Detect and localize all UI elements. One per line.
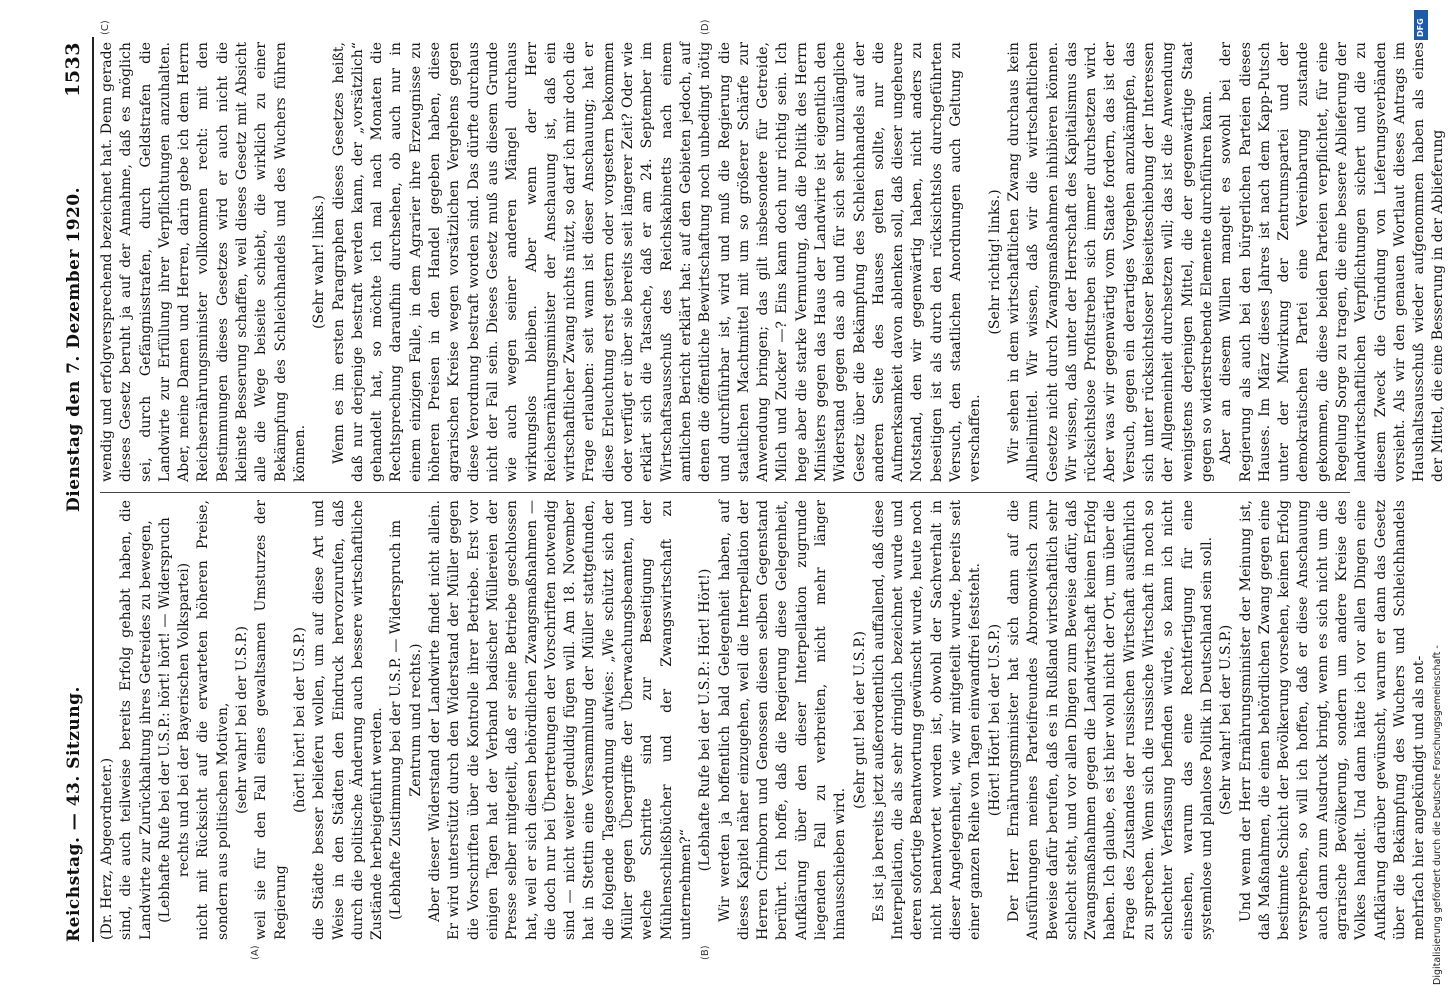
paragraph: wendig und erfolgversprechend bezeichnet hat. Denn gerade dieses Gesetz beruht ja auf der Annahme, daß es möglich sei, durch Gefängnisstrafen, durch Geldstrafen die Landwirte zur Erfüllung ihrer Verpflichtungen anzuhalten. Aber, meine Damen und Herren, darin gebe ich dem Herrn Reichsernährungsminister vollkommen recht: mit den Bestimmungen dieses Gesetzes wird er auch nicht die kleinste Besserung schaffen, weil dieses Gesetz mit Absicht alle die Wege beiseite schiebt, die wirklich zu einer Bekämpfung des Schleichhandels und des Wuchers führen können. [99,42,308,482]
margin-marker-d: (D) [700,19,711,35]
paragraph: Es ist ja bereits jetzt außerordentlich auffallend, daß diese Interpellation, die als sehr dringlich bezeichnet wurde und deren sofortige Beantwortung gewünscht wurde, heute noch nicht beantwortet worden ist, obwohl der Sachverhalt in dieser Angelegenheit, wie wir mitgeteilt wurde, bereits seit einer ganzen Reihe von Tagen einwandfrei feststeht. [870,500,984,940]
paragraph: die Städte besser belieferu wollen, um auf diese Art und Weise in den Städten den Eindruck hervorzurufen, daß durch die politische Änderung auch bessere wirtschaftliche Zustände herbeigeführt werden. [311,500,386,940]
header-date: Dienstag den 7. Dezember 1920. [64,186,84,512]
page-number: 1533 [62,42,84,97]
column-divider [100,492,1350,493]
interjection: (sehr wahr! bei der U.S.P.) [234,625,251,815]
paragraph: Wir werden ja hoffentlich bald Gelegenheit haben, auf dieses Kapitel näher einzugehen, weil die Interpellation der Herren Crimborn und Genossen diesen selben Gegenstand berührt. Ich hoffe, daß die Regierung diese Gelegenheit, Aufklärung über den dieser Interpellation zugrunde liegenden Fall zu verbreiten, nicht mehr länger hinausschieben wird. [716,500,849,940]
paragraph: Wir sehen in dem wirtschaftlichen Zwang durchaus kein Allheilmittel. Wir wissen, daß wir die wirtschaftlichen Gesetze nicht durch Zwangsmaßnahmen inhibieren können. Wir wissen, daß unter der Herrschaft des Kapitalismus das rücksichtslose Profitstreben sich immer durchsetzen wird. Aber was wir gegenwärtig vom Staate fordern, das ist der Versuch, gegen ein derartiges Vorgehen anzukämpfen, das sich unter rücksichtsloser Beiseiteschiebung der Interessen der Allgemeinheit durchsetzen will; das ist die Anwendung wenigstens derjenigen Mittel, die der gegenwärtige Staat gegen so widerstrebende Elemente durchführen kann. [1005,42,1215,482]
paragraph: Aber dieser Widerstand der Landwirte findet nicht allein. Er wird unterstützt durch den Widerstand der Müller gegen die Vorschriften über die Kontrolle ihrer Betriebe. Erst vor einigen Tagen hat der Verband badischer Müllereien der Presse selber mitgeteilt, daß er seine Betriebe geschlossen hat, weil er sich diesen behördlichen Zwangsmaßnahmen — die doch nur bei Übertretungen der Vorschriften notwendig sind — nicht weiter geduldig fügen will. Am 18. November hat in Stettin eine Versammlung der Müller stattgefunden, die folgende Tagesordnung aufwies: „Wie schützt sich der Müller gegen Übergriffe der Überwachungsbeamten, und welche Schritte sind zur Beseitigung der Mühlenschließbücher und der Zwangswirtschaft zu unternehmen?“ [427,500,694,940]
right-column [98,42,1447,482]
interjection: (Hört! Hört! bei der U.S.P.) [986,623,1003,817]
page-header [62,42,90,942]
interjection: (hört! hört! bei der U.S.P.) [291,627,308,813]
funding-note: Digitalisierung gefördert durch die Deutsche Forschungsgemeinschaft - [1432,645,1443,985]
paragraph: Und wenn der Herr Ernährungsminister der Meinung ist, daß Maßnahmen, die einen behördlichen Zwang gegen eine bestimmte Schicht der Bevölkerung vorsehen, keinen Erfolg versprechen, so will ich hoffen, daß er diese Anschauung auch dann zum Ausdruck bringt, wenn es sich nicht um die agrarische Bevölkerung, sondern um andere Kreise des Volkes handelt. Und dann hätte ich vor allen Dingen eine Aufklärung darüber gewünscht, warum er dann das Gesetz über die Bekämpfung des Wuchers und Schleichhandels mehrfach hier angekündigt und als not- [1237,500,1428,940]
interjection: (Sehr richtig! links.) [986,189,1003,335]
paragraph: Der Herr Ernährungsminister hat sich dann auf die Ausführungen meines Parteifreundes Abromowitsch zum Beweise dafür berufen, daß es in Rußland wirtschaftlich sehr schlecht steht, und vor allen Dingen zum Beweise dafür, daß Zwangsmaßnahmen gegen die Landwirtschaft keinen Erfolg haben. Ich glaube, es ist hier wohl nicht der Ort, um über die Frage des Zustandes der russischen Wirtschaft ausführlich zu sprechen. Wenn sich die russische Wirtschaft in noch so schlechter Verfassung befinden würde, so kann ich nicht einsehen, warum das eine Rechtfertigung für eine systemlose und planlose Politik in Deutschland sein soll. [1005,500,1215,940]
interjection: (Sehr wahr! links.) [311,194,328,330]
paragraph: weil sie für den Fall eines gewaltsamen Umsturzes der Regierung [253,500,289,940]
interjection: (Lebhafte Zustimmung bei der U.S.P. — Widerspruch im Zentrum und rechts.) [388,519,424,921]
interjection: (Sehr gut! bei der U.S.P.) [851,631,868,809]
interjection: (Sehr wahr! bei der U.S.P.) [1218,624,1235,816]
paragraph: Aber an diesem Willen mangelt es sowohl bei der Regierung als auch bei den bürgerlichen Parteien dieses Hauses. Im März dieses Jahres ist nach dem Kapp-Putsch unter der Mitwirkung der Zentrumspartei und der demokratischen Partei eine Vereinbarung zustande gekommen, die diese beiden Parteien verpflichtet, für eine Regelung Sorge zu tragen, die eine bessere Ablieferung der landwirtschaftlichen Verpflichtungen sichert und die zu diesem Zweck die Gründung von Lieferungsverbänden vorsieht. Als wir den genauen Wortlaut dieses Antrags im Haushaltsausschuß wieder aufgenommen haben als eines der Mittel, die eine Besserung in der Ablieferung [1218,42,1447,482]
dfg-logo: DFG [1414,10,1428,40]
paragraph: nicht mit Rücksicht auf die erwarteten höheren Preise, sondern aus politischen Motiven, [195,500,231,940]
interjection: (Lebhafte Rufe bei der U.S.P.: Hört! Hört!) [697,568,714,872]
header-rule [92,37,94,942]
header-left: Reichstag. — 43. Sitzung. [64,686,84,942]
paragraph: Wenn es im ersten Paragraphen dieses Gesetzes heißt, daß nur derjenige bestraft werden kann, der „vorsätzlich“ gehandelt hat, so möchte ich mal nach Monaten die Rechtsprechung daraufhin durchsehen, ob auch nur in einem einzigen Falle, in dem Agrarier ihre Erzeugnisse zu höheren Preisen in den Handel gegeben haben, diese agrarischen Kreise wegen vorsätzlichen Vergehens gegen diese Verordnung bestraft worden sind. Das dürfte durchaus nicht der Fall sein. Dieses Gesetz muß aus diesem Grunde wie auch wegen seiner anderen Mängel durchaus wirkungslos bleiben. Aber wenn der Herr Reichsernährungsminister der Anschauung ist, daß ein wirtschaftlicher Zwang nichts nützt, so darf ich mir doch die Frage erlauben: seit wann ist dieser Anschauung; hat er diese Erleuchtung erst gestern oder vorgestern bekommen oder verfügt er über sie bereits seit längerer Zeit? Oder wie erklärt sich die Tatsache, daß er am 24. September im Wirtschaftsausschuß des Reichskabinetts nach einem amtlichen Bericht erklärt hat: auf den Gebieten jedoch, auf denen die öffentliche Bewirtschaftung noch unbedingt nötig und durchführbar ist, wird und muß die Regierung die staatlichen Machtmittel mit um so größerer Schärfe zur Anwendung bringen; das gilt insbesondere für Getreide, Milch und Zucker —? Eins kann doch nur richtig sein. Ich hege aber die starke Vermutung, daß die Politik des Herrn Ministers gegen das Haus der Landwirte ist eigentlich den Widerstand gegen das ab und für sich sehr unzulängliche Gesetz über die Bekämpfung des Schleichhandels auf der anderen Seite des Hauses gelten sollte, nur die Aufmerksamkeit davon ablenken soll, daß dieser ungeheure Notstand, den wir gegenwärtig haben, nicht anders zu beseitigen ist als durch den rücksichtslos durchgeführten Versuch, den staatlichen Anordnungen auch Geltung zu verschaffen. [330,42,984,482]
margin-marker-b: (B) [700,945,711,960]
margin-marker-a: (A) [250,945,261,960]
paragraph: sind, die auch teilweise bereits Erfolg gehabt haben, die Landwirte zur Zurückhaltung ihres Getreides zu bewegen, [118,500,154,940]
paragraph: (Dr. Herz, Abgeordneter.) [99,757,115,940]
margin-marker-c: (C) [100,20,111,35]
left-column [98,500,1428,940]
interjection: (Lebhafte Rufe bei der U.S.P.: hört! hört! — Widerspruch rechts und bei der Bayerischen Volkspartei) [156,517,193,923]
